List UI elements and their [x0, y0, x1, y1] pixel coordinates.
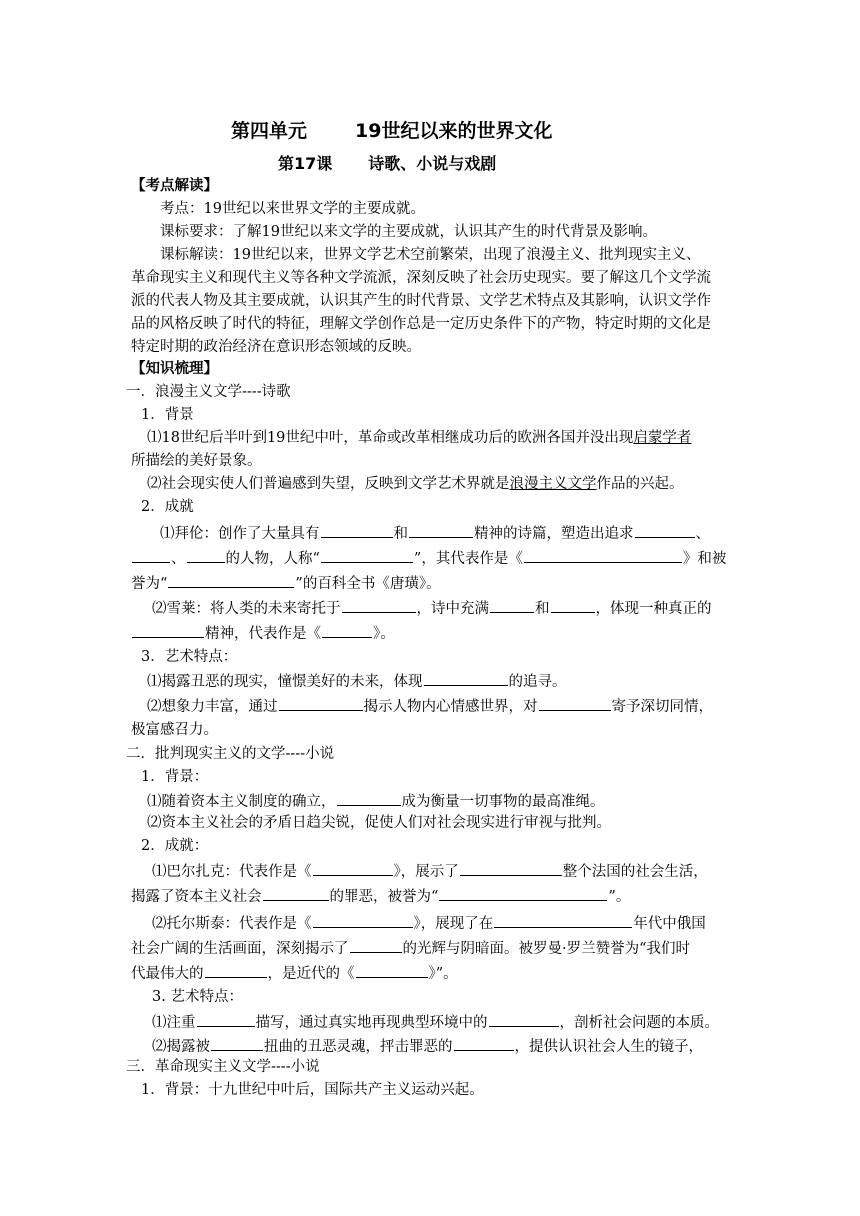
fill-blank[interactable] [168, 572, 294, 588]
part3-bg: 1．背景：十九世纪中叶后，国际共产主义运动兴起。 [141, 1082, 484, 1098]
fill-blank[interactable] [635, 522, 695, 538]
fill-blank[interactable] [460, 860, 562, 876]
fill-blank[interactable] [313, 860, 393, 876]
fill-blank[interactable] [424, 670, 508, 686]
fill-blank[interactable] [322, 622, 372, 638]
part2-art-title: 3. 艺术特点： [152, 989, 243, 1005]
byron-line-1: ⑴拜伦：创作了大量具有 和 精神的诗篇，塑造出追求 、 [160, 522, 710, 544]
part1-bg2: ⑵社会现实使人们普遍感到失望，反映到文学艺术界就是浪漫主义文学作品的兴起。 [147, 476, 684, 492]
jiedu-line-3: 派的代表人物及其主要成就，认识其产生的时代背景、文学艺术特点及其影响，认识文学作 [131, 293, 711, 309]
part2-bg1: ⑴随着资本主义制度的确立， 成为衡量一切事物的最高准绳。 [147, 790, 605, 812]
fill-blank[interactable] [187, 547, 225, 563]
balzac-line-2: 揭露了资本主义社会 的罪恶，被誉为“ ”。 [131, 885, 630, 907]
fill-blank[interactable] [321, 547, 413, 563]
part1-art2-cont: 极富感召力。 [131, 722, 218, 738]
part1-title: 一．浪漫主义文学----诗歌 [126, 384, 291, 400]
lesson-number: 第17课 [278, 154, 333, 173]
unit-number: 第四单元 [231, 120, 308, 142]
fill-blank[interactable] [132, 547, 170, 563]
part3-title: 三．革命现实主义文学----小说 [126, 1059, 320, 1075]
fill-blank[interactable] [342, 597, 416, 613]
unit-name: 19世纪以来的世界文化 [355, 120, 553, 142]
fill-blank[interactable] [211, 1035, 263, 1051]
part1-ach-title: 2．成就 [141, 499, 194, 515]
fill-blank[interactable] [539, 695, 611, 711]
fill-blank[interactable] [490, 597, 534, 613]
section-heading-kaodian: 【考点解读】 [131, 178, 218, 194]
part2-ach-title: 2．成就： [141, 838, 209, 854]
fill-blank[interactable] [321, 522, 393, 538]
fill-blank[interactable] [409, 522, 473, 538]
part2-title: 二．批判现实主义的文学----小说 [126, 746, 335, 762]
jiedu-line-2: 革命现实主义和现代主义等各种文学流派，深刻反映了社会历史现实。要了解这几个文学流 [131, 270, 711, 286]
part1-bg-title: 1．背景 [141, 407, 194, 423]
fill-blank[interactable] [337, 790, 401, 806]
kaodian-text: 考点：19世纪以来世界文学的主要成就。 [160, 201, 425, 217]
fill-blank[interactable] [132, 622, 204, 638]
fill-blank[interactable] [205, 962, 267, 978]
fill-blank[interactable] [350, 937, 402, 953]
jiedu-line-4: 品的风格反映了时代的特征，理解文学创作总是一定历史条件下的产物，特定时期的文化是 [131, 316, 711, 332]
byron-line-2: 、 的人物，人称“ ”，其代表作是《 》和被 [131, 547, 726, 569]
lesson-title [278, 151, 496, 174]
part1-bg1-cont: 所描绘的美好景象。 [131, 453, 262, 469]
part1-bg1: ⑴18世纪后半叶到19世纪中叶，革命或改革相继成功后的欧洲各国并没出现启蒙学者 [147, 430, 692, 446]
part1-art-title: 3．艺术特点： [141, 649, 238, 665]
fill-blank[interactable] [439, 885, 607, 901]
section-heading-zhishi: 【知识梳理】 [131, 361, 218, 377]
jiedu-line-5: 特定时期的政治经济在意识形态领域的反映。 [131, 339, 421, 355]
part2-bg-title: 1．背景： [141, 769, 209, 785]
fill-blank[interactable] [551, 597, 595, 613]
part2-art2: ⑵揭露被 扭曲的丑恶灵魂，抨击罪恶的 ，提供认识社会人生的镜子， [152, 1035, 703, 1057]
unit-title [231, 116, 552, 143]
part1-art1: ⑴揭露丑恶的现实，憧憬美好的未来，体现 的追寻。 [147, 670, 567, 692]
yaoqiu-text: 课标要求：了解19世纪以来文学的主要成就，认识其产生的时代背景及影响。 [160, 224, 657, 240]
fill-blank[interactable] [197, 1011, 255, 1027]
jiedu-line-1: 课标解读：19世纪以来，世界文学艺术空前繁荣，出现了浪漫主义、批判现实主义、 [160, 247, 701, 263]
fill-blank[interactable] [279, 695, 363, 711]
underlined-term: 浪漫主义文学 [509, 476, 597, 492]
byron-line-3: 誉为“ ”的百科全书《唐璜》。 [131, 572, 441, 594]
fill-blank[interactable] [489, 1011, 559, 1027]
balzac-line-1: ⑴巴尔扎克：代表作是《 》，展示了 整个法国的社会生活， [152, 860, 708, 882]
part2-bg2: ⑵资本主义社会的矛盾日趋尖锐，促使人们对社会现实进行审视与批判。 [147, 815, 611, 831]
fill-blank[interactable] [356, 962, 428, 978]
fill-blank[interactable] [454, 1035, 514, 1051]
tolstoy-line-2: 社会广阔的生活画面，深刻揭示了 的光辉与阴暗面。被罗曼·罗兰赞誉为“我们时 [131, 937, 690, 959]
tolstoy-line-1: ⑵托尔斯泰：代表作是《 》，展现了在 年代中俄国 [152, 912, 706, 934]
underlined-term: 启蒙学者 [633, 430, 692, 446]
fill-blank[interactable] [524, 547, 682, 563]
fill-blank[interactable] [494, 912, 632, 928]
part2-art1: ⑴注重 描写，通过真实地再现典型环境中的 ，剖析社会问题的本质。 [152, 1011, 719, 1033]
lesson-name: 诗歌、小说与戏剧 [368, 154, 497, 173]
tolstoy-line-3: 代最伟大的 ，是近代的《 》”。 [131, 962, 458, 984]
fill-blank[interactable] [313, 912, 413, 928]
shelley-line-2: 精神，代表作是《 》。 [131, 622, 395, 644]
fill-blank[interactable] [263, 885, 329, 901]
shelley-line-1: ⑵雪莱：将人类的未来寄托于 ，诗中充满 和 ，体现一种真正的 [152, 597, 712, 619]
part1-art2: ⑵想象力丰富，通过 揭示人物内心情感世界，对 寄予深切同情， [147, 695, 713, 717]
